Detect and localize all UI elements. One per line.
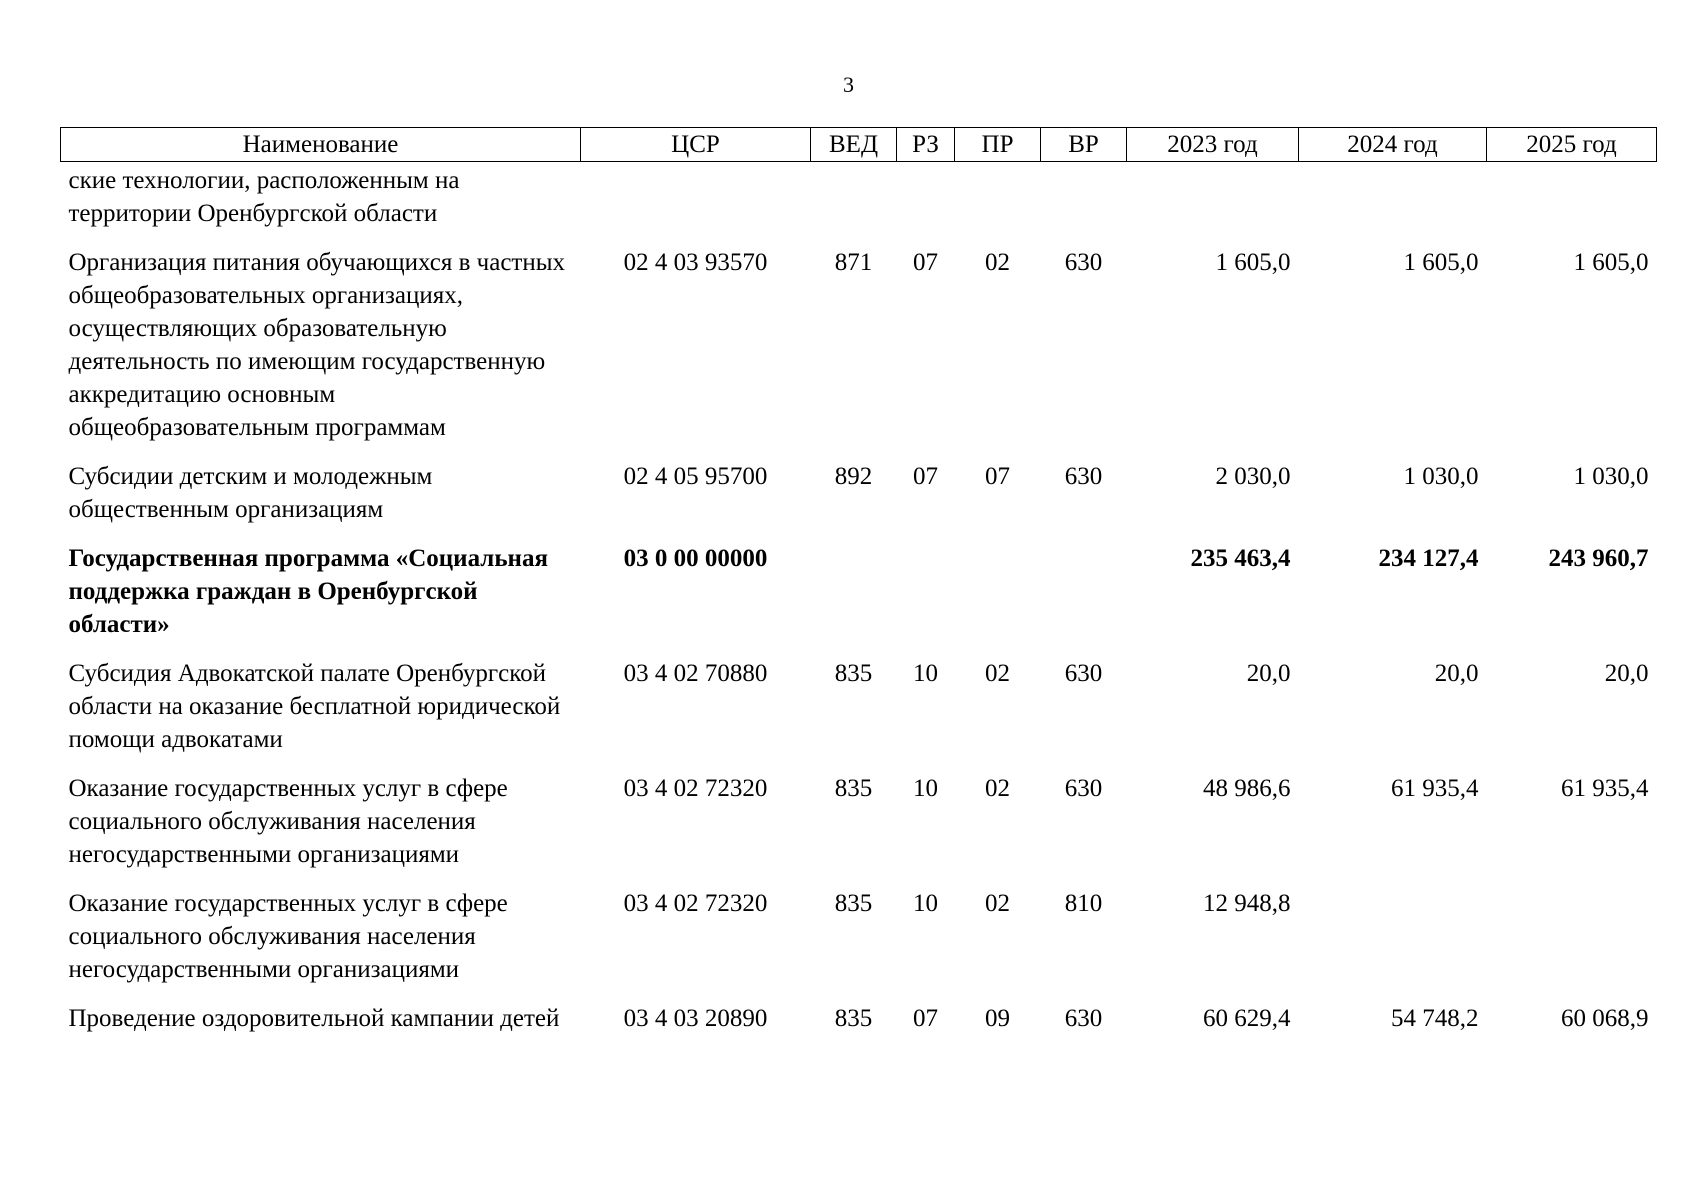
- cell-2025: 20,0: [1604, 660, 1649, 687]
- cell-2024: 1 605,0: [1403, 249, 1479, 276]
- table-row: [61, 162, 1657, 231]
- column-header-2025: 2025 год: [1487, 128, 1657, 162]
- cell-name: Субсидии детским и молодежным общественным организациям: [68, 463, 433, 523]
- cell-csr: [581, 162, 811, 231]
- cell-2024: 234 127,4: [1378, 545, 1479, 572]
- cell-2024: 20,0: [1434, 660, 1479, 687]
- table-row: [61, 641, 1657, 756]
- cell-name: Оказание государственных услуг в сфере социального обслуживания населения негосударственными организациями: [68, 775, 508, 868]
- cell-name: Оказание государственных услуг в сфере социального обслуживания населения негосударственными организациями: [68, 890, 508, 983]
- cell-name: ские технологии, расположенным на территории Оренбургской области: [68, 167, 460, 227]
- cell-pr: [955, 526, 1041, 641]
- column-header-csr: ЦСР: [581, 128, 811, 162]
- cell-vr: [1041, 162, 1127, 231]
- cell-pr: 02: [985, 660, 1010, 687]
- cell-2023: 1 605,0: [1215, 249, 1291, 276]
- cell-pr: 07: [985, 463, 1010, 490]
- cell-ved: 835: [834, 1005, 873, 1032]
- column-header-2023: 2023 год: [1127, 128, 1299, 162]
- cell-rz: [897, 162, 955, 231]
- cell-2024: 54 748,2: [1391, 1005, 1479, 1032]
- cell-rz: 07: [913, 249, 938, 276]
- table-row: [61, 444, 1657, 526]
- cell-2025: [1487, 162, 1657, 231]
- cell-name: Субсидия Адвокатской палате Оренбургской области на оказание бесплатной юридической помощи адвокатами: [68, 660, 561, 753]
- column-header-rz: РЗ: [897, 128, 955, 162]
- cell-ved: 835: [834, 660, 873, 687]
- cell-vr: 630: [1064, 463, 1103, 490]
- cell-csr: 02 4 03 93570: [623, 249, 768, 276]
- cell-ved: 835: [834, 890, 873, 917]
- cell-2023: 12 948,8: [1203, 890, 1291, 917]
- cell-pr: [955, 162, 1041, 231]
- cell-csr: 03 4 02 72320: [623, 775, 768, 802]
- cell-name: Проведение оздоровительной кампании детей: [68, 1005, 560, 1032]
- cell-2025: 243 960,7: [1548, 545, 1649, 572]
- table-row: [61, 526, 1657, 641]
- table-row: [61, 230, 1657, 444]
- column-header-ved: ВЕД: [811, 128, 897, 162]
- cell-csr: 03 4 03 20890: [623, 1005, 768, 1032]
- cell-2023: 60 629,4: [1203, 1005, 1291, 1032]
- cell-pr: 02: [985, 249, 1010, 276]
- cell-2024: 61 935,4: [1391, 775, 1479, 802]
- cell-2024: [1299, 162, 1487, 231]
- cell-rz: 10: [913, 775, 938, 802]
- cell-2023: 2 030,0: [1215, 463, 1291, 490]
- page-number: 3: [843, 72, 854, 97]
- cell-rz: [897, 526, 955, 641]
- cell-csr: 02 4 05 95700: [623, 463, 768, 490]
- cell-csr: 03 4 02 72320: [623, 890, 768, 917]
- cell-vr: 810: [1064, 890, 1103, 917]
- cell-vr: 630: [1064, 249, 1103, 276]
- cell-ved: 835: [834, 775, 873, 802]
- cell-name: Организация питания обучающихся в частных общеобразовательных организациях, осуществляющих образовательную деятельность по имеющим государственную аккредитацию основным общеобразовательным программам: [68, 249, 566, 441]
- cell-name: Государственная программа «Социальная поддержка граждан в Оренбургской области»: [68, 545, 548, 638]
- cell-2025: 1 030,0: [1573, 463, 1649, 490]
- column-header-2024: 2024 год: [1299, 128, 1487, 162]
- cell-csr: 03 4 02 70880: [623, 660, 768, 687]
- cell-2023: 48 986,6: [1203, 775, 1291, 802]
- table-row: [61, 986, 1657, 1035]
- cell-2023: 235 463,4: [1190, 545, 1291, 572]
- cell-pr: 02: [985, 775, 1010, 802]
- cell-pr: 09: [985, 1005, 1010, 1032]
- cell-2025: 60 068,9: [1561, 1005, 1649, 1032]
- cell-vr: 630: [1064, 1005, 1103, 1032]
- cell-2024: [1299, 871, 1487, 986]
- table-row: [61, 756, 1657, 871]
- cell-2023: 20,0: [1246, 660, 1291, 687]
- column-header-pr: ПР: [955, 128, 1041, 162]
- cell-rz: 10: [913, 660, 938, 687]
- cell-pr: 02: [985, 890, 1010, 917]
- cell-rz: 10: [913, 890, 938, 917]
- table-body: [61, 162, 1657, 1036]
- cell-rz: 07: [913, 463, 938, 490]
- column-header-vr: ВР: [1041, 128, 1127, 162]
- cell-ved: [811, 526, 897, 641]
- column-header-name: Наименование: [61, 128, 581, 162]
- table-row: [61, 871, 1657, 986]
- cell-vr: 630: [1064, 660, 1103, 687]
- cell-ved: 892: [834, 463, 873, 490]
- table-header-row: [61, 128, 1657, 162]
- cell-vr: 630: [1064, 775, 1103, 802]
- cell-2025: 1 605,0: [1573, 249, 1649, 276]
- cell-2024: 1 030,0: [1403, 463, 1479, 490]
- cell-2023: [1127, 162, 1299, 231]
- cell-ved: 871: [834, 249, 873, 276]
- cell-vr: [1041, 526, 1127, 641]
- cell-2025: [1487, 871, 1657, 986]
- cell-ved: [811, 162, 897, 231]
- budget-table: [60, 127, 1657, 1035]
- cell-2025: 61 935,4: [1561, 775, 1649, 802]
- cell-csr: 03 0 00 00000: [623, 545, 768, 572]
- cell-rz: 07: [913, 1005, 938, 1032]
